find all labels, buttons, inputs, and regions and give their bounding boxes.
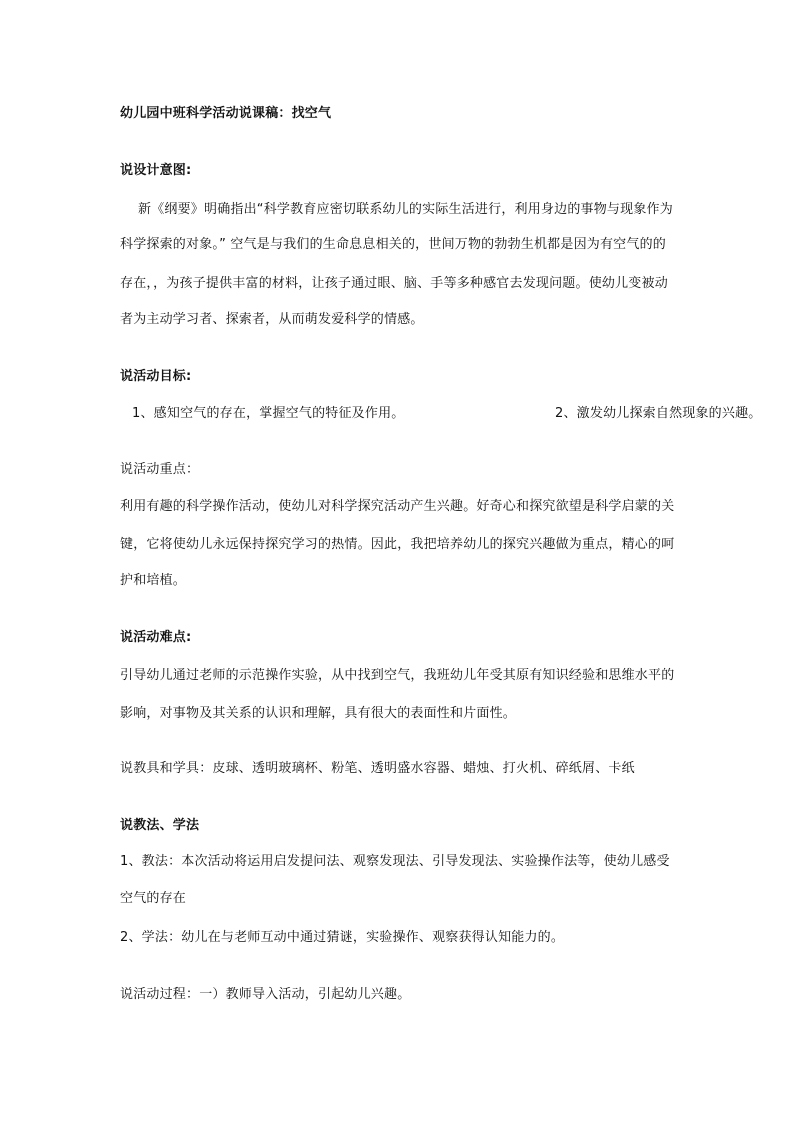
materials-line: 说教具和学具：皮球、透明玻璃杯、粉笔、透明盛水容器、蜡烛、打火机、碎纸屑、卡纸 [120,761,635,776]
design-intent-line: 新《纲要》明确指出“科学教育应密切联系幼儿的实际生活进行，利用身边的事物与现象作为 [138,202,673,217]
teaching-method-line: 空气的存在 [120,891,187,906]
design-intent-line: 者为主动学习者、探索者，从而萌发爱科学的情感。 [120,312,424,327]
design-intent-line: 存在，，为孩子提供丰富的材料，让孩子通过眼、脑、手等多种感官去发现问题。使幼儿变被动 [120,276,668,291]
key-point-heading: 说活动重点： [120,462,200,477]
difficult-point-line: 引导幼儿通过老师的示范操作实验，从中找到空气，我班幼儿年受其原有知识经验和思维水平的 [120,668,675,683]
key-point-line: 护和培植。 [120,573,187,588]
key-point-line: 利用有趣的科学操作活动，使幼儿对科学探究活动产生兴趣。好奇心和探究欲望是科学启蒙的关 [120,499,675,514]
activity-process-line: 说活动过程：一）教师导入活动，引起幼儿兴趣。 [120,987,411,1002]
difficult-point-line: 影响，对事物及其关系的认识和理解，具有很大的表面性和片面性。 [120,706,517,721]
key-point-line: 键，它将使幼儿永远保持探究学习的热情。因此，我把培养幼儿的探究兴趣做为重点，精心的呵 [120,537,675,552]
activity-goals-row [132,405,762,423]
activity-goal-2: 2、激发幼儿探索自然现象的兴趣。 [555,406,762,421]
methods-heading: 说教法、学法 [120,818,200,833]
difficult-point-heading: 说活动难点: [120,630,192,645]
design-intent-heading: 说设计意图: [120,163,192,178]
teaching-method-line: 1、教法：本次活动将运用启发提问法、观察发现法、引导发现法、实验操作法等，使幼儿感受 [120,854,670,869]
activity-goals-heading: 说活动目标: [120,369,192,384]
activity-goal-1: 1、感知空气的存在，掌握空气的特征及作用。 [132,406,405,421]
document-title: 幼儿园中班科学活动说课稿：找空气 [120,106,332,121]
learning-method-line: 2、学法：幼儿在与老师互动中通过猜谜，实验操作、观察获得认知能力的。 [120,930,565,945]
design-intent-line: 科学探索的对象。” 空气是与我们的生命息息相关的，世间万物的勃勃生机都是因为有空气的的 [120,237,666,252]
